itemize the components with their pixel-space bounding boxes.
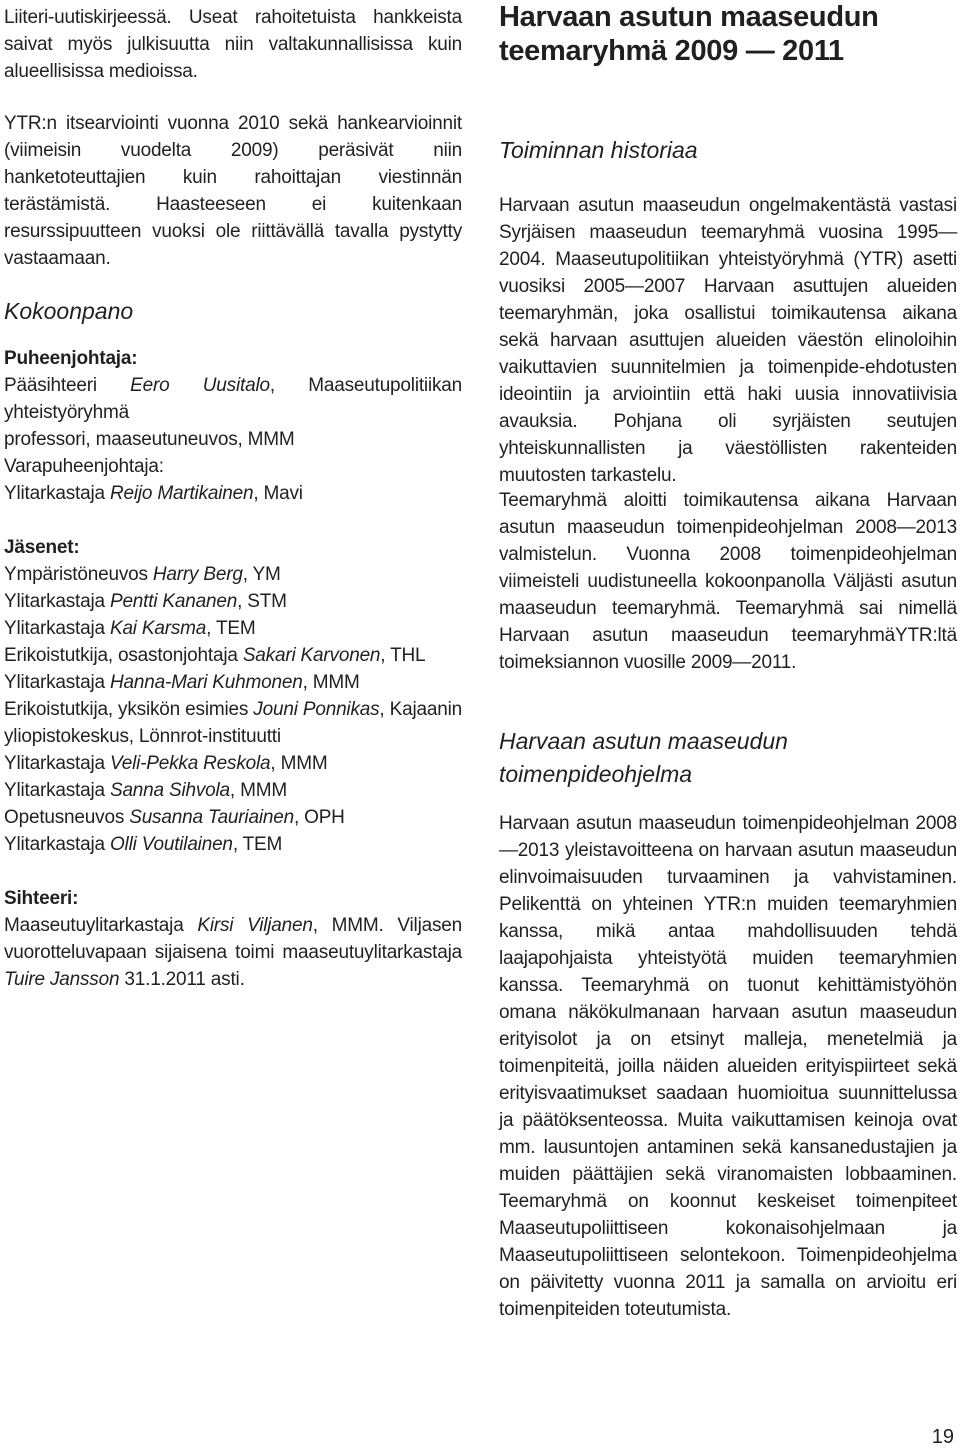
section-title [499,0,957,68]
member-org: , STM [237,591,287,612]
chair-org: , Maaseutupolitiikan yhteistyöryhmä [4,375,462,423]
vice-chair-org: , Mavi [253,483,303,504]
program-heading-line2: toimenpideohjelma [499,761,693,787]
secretary-label: Sihteeri: [4,888,79,909]
substitute-until: 31.1.2011 asti. [119,969,245,990]
member-entry [4,750,462,777]
member-name: Olli Voutilainen [109,834,233,855]
section-title-line1: Harvaan asutun maaseudun [499,1,879,33]
kokoonpano-heading: Kokoonpano [4,298,134,324]
vice-chair-title: Ylitarkastaja [4,483,110,504]
chair-title-line: professori, maaseutuneuvos, MMM [4,429,295,450]
secretary-name: Kirsi Viljanen [197,915,313,936]
chair-entry [4,372,462,426]
member-title: Opetusneuvos [4,807,130,828]
member-org: , TEM [206,618,256,639]
history-paragraph-2: Teemaryhmä aloitti toimikautensa aikana Harvaan asutun maaseudun toimenpideohjelman 2008—2013 valmistelun. Vuonna 2008 toimenpideohjelman viimeisteli uudistuneella kokoonpanolla Väljästi asutun maaseudun teemaryhmä. Teemaryhmä sai nimellä Harvaan asutun maaseudun teemaryhmäYTR:ltä toimeksiannon vuosille 2009—2011. [499,490,957,673]
member-title: Ylitarkastaja [4,834,110,855]
secretary-title: Maaseutuylitarkastaja [4,915,198,936]
vice-chair-label: Varapuheenjohtaja: [4,456,164,477]
member-title: Ylitarkastaja [4,672,110,693]
member-name: Kai Karsma [109,618,207,639]
member-title: Ylitarkastaja [4,780,110,801]
program-heading-line1: Harvaan asutun maaseudun [499,728,788,754]
member-name: Sanna Sihvola [109,780,230,801]
member-org: , THL [380,645,426,666]
program-paragraph: Harvaan asutun maaseudun toimenpideohjelman 2008—2013 yleistavoitteena on harvaan asutun maaseudun elinvoimaisuuden turvaaminen ja vahvistaminen. Pelikenttä on yhteinen YTR:n muiden teemaryhmien kanssa, mikä antaa mahdollisuuden tehdä laajapohjaista yhteistyötä muiden teemaryhmien kanssa. Teemaryhmä on tuonut kehittämistyöhön omana näkökulmanaan harvaan asutun maaseudun erityisolot ja on etsinyt malleja, menetelmiä ja toimenpiteitä, joilla näiden alueiden erityispiirteet sekä erityisvaatimukset saadaan huomioitua suunnittelussa ja päätöksenteossa. Muita vaikuttamisen keinoja ovat mm. lausuntojen antaminen sekä kansanedustajien ja muiden päättäjien sekä viranomaisten lobbaaminen. Teemaryhmä on koonnut keskeiset toimenpiteet Maaseutupoliittiseen kokonaisohjelmaan ja Maaseutupoliittiseen selontekoon. Toimenpideohjelma on päivitetty vuonna 2011 ja samalla on arvioitu eri toimenpiteiden toteutumista. [499,813,957,1320]
member-entry [4,777,462,804]
history-paragraph-1: Harvaan asutun maaseudun ongelmakentästä vastasi Syrjäisen maaseudun teemaryhmä vuosina 1995—2004. Maaseutupolitiikan yhteistyöryhmä (YTR) asetti vuosiksi 2005—2007 Harvaan asuttujen alueiden teemaryhmän, joka osallistui toimikautensa aikana sekä harvaan asuttujen alueiden väestön elinoloihin vaikuttavien suunnitelmien ja toimenpide-ehdotusten ideointiin ja arviointiin että haki uusia innovatiivisia avauksia. Pohjana oli syrjäisten seutujen yhteiskunnallisten ja väestöllisten rakenteiden muutosten tarkastelu. [499,195,957,486]
member-name: Pentti Kananen [109,591,238,612]
substitute-name: Tuire Jansson [4,969,120,990]
member-name: Susanna Tauriainen [129,807,294,828]
members-list [4,561,462,858]
member-name: Jouni Ponnikas [253,699,380,720]
member-title: Ylitarkastaja [4,618,110,639]
member-entry [4,561,462,588]
members-label: Jäsenet: [4,537,80,558]
member-org: , Kajaanin yliopistokeskus, Lönnrot-instituutti [4,699,462,747]
member-name: Harry Berg [152,564,243,585]
member-title: Ylitarkastaja [4,753,110,774]
chair-title: Pääsihteeri [4,375,131,396]
member-org: , MMM [270,753,328,774]
member-org: , TEM [232,834,283,855]
member-entry [4,669,462,696]
page-number: 19 [931,1426,954,1448]
member-entry [4,588,462,615]
secretary-note: , MMM. Viljasen vuorotteluvapaan sijaisena toimi maaseutuylitarkastaja [4,915,462,963]
member-entry [4,696,462,750]
member-title: Erikoistutkija, yksikön esimies [4,699,254,720]
evaluation-paragraph: YTR:n itsearviointi vuonna 2010 sekä hankearvioinnit (viimeisin vuodelta 2009) peräsivät niin hanketoteuttajien kuin rahoittajan viestinnän terästämistä. Haasteeseen ei kuitenkaan resurssipuutteen vuoksi ole riittävällä tavalla pystytty vastaamaan. [4,113,462,269]
member-title: Ympäristöneuvos [4,564,153,585]
section-title-line2: teemaryhmä 2009 — 2011 [499,35,844,67]
vice-chair-name: Reijo Martikainen [109,483,254,504]
composition-list [4,345,462,993]
member-title: Ylitarkastaja [4,591,110,612]
member-entry [4,615,462,642]
vice-chair-entry [4,480,462,507]
history-heading: Toiminnan historiaa [499,137,698,163]
intro-paragraph: Liiteri-uutiskirjeessä. Useat rahoitetuista hankkeista saivat myös julkisuutta niin valtakunnallisissa kuin alueellisissa medioissa. [4,7,462,82]
member-org: , OPH [293,807,345,828]
program-heading [499,725,957,791]
member-name: Veli-Pekka Reskola [109,753,271,774]
member-entry [4,831,462,858]
member-org: , MMM [229,780,287,801]
member-name: Sakari Karvonen [242,645,381,666]
chair-name: Eero Uusitalo [130,375,270,396]
secretary-entry [4,912,462,993]
chair-label: Puheenjohtaja: [4,348,138,369]
member-entry [4,804,462,831]
member-name: Hanna-Mari Kuhmonen [109,672,303,693]
member-org: , YM [242,564,281,585]
member-entry [4,642,462,669]
member-org: , MMM [302,672,360,693]
member-title: Erikoistutkija, osastonjohtaja [4,645,243,666]
